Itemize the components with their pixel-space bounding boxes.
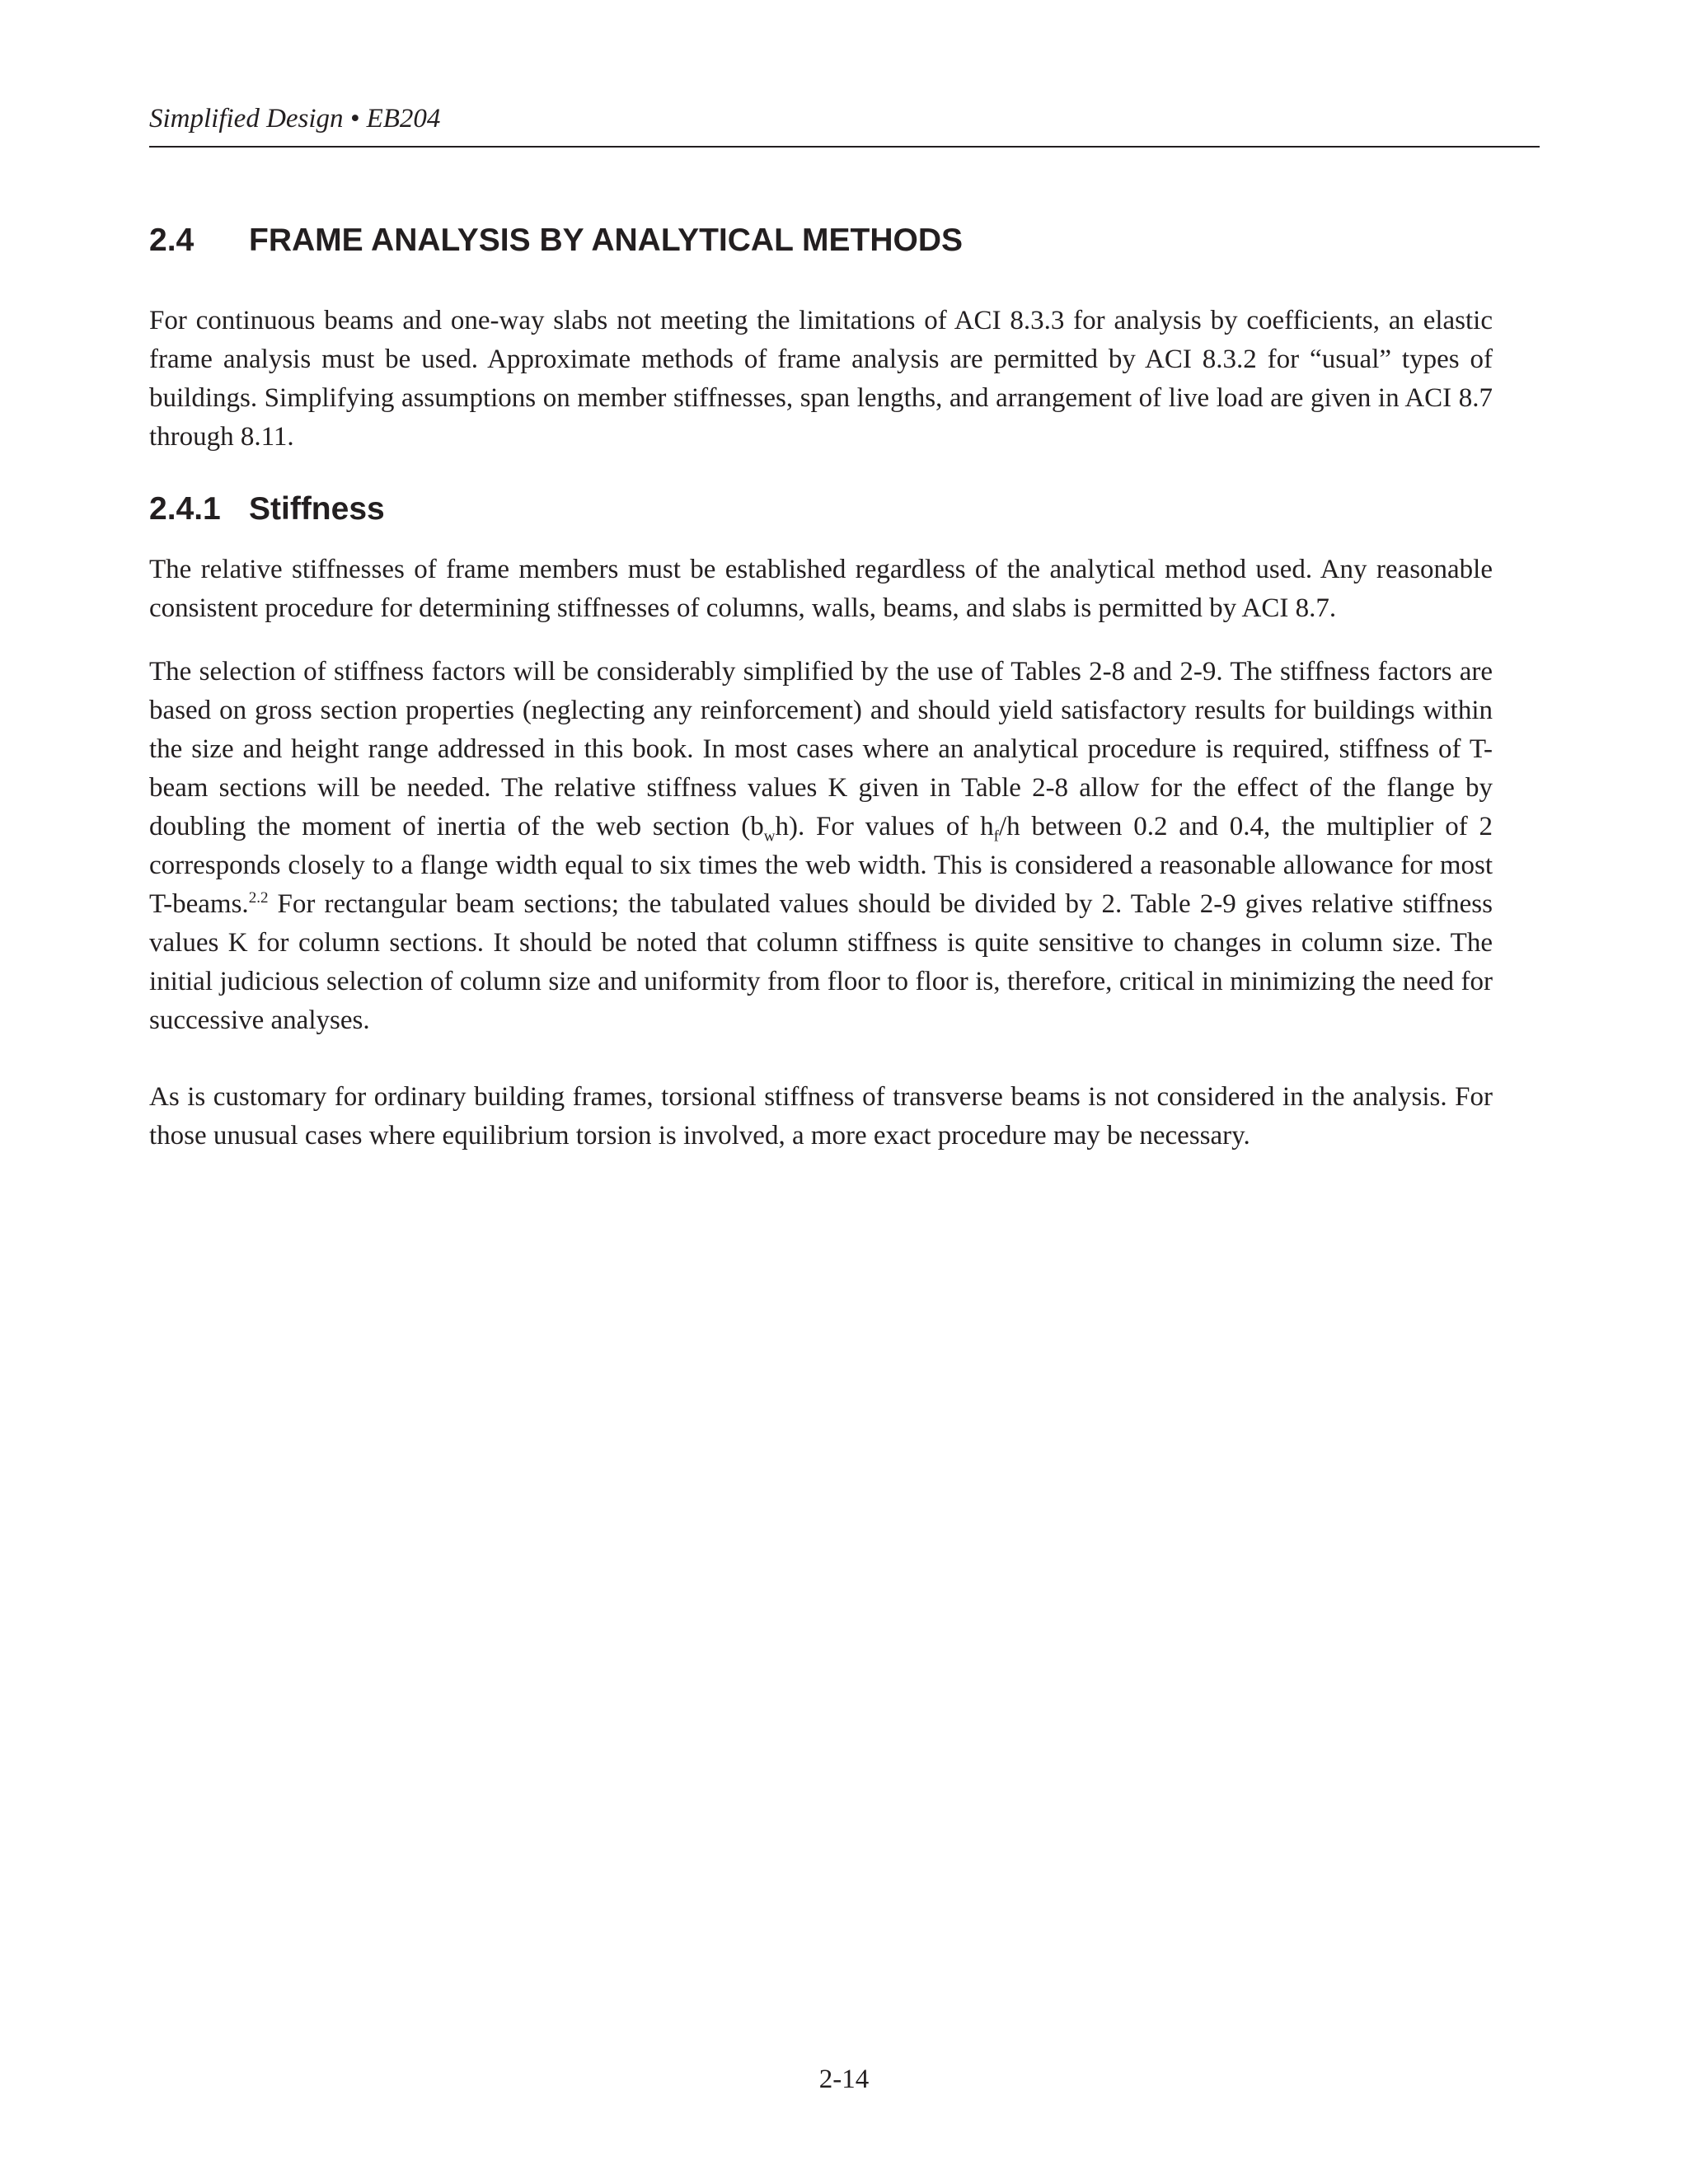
stiffness-paragraph-2 (149, 653, 1493, 1040)
paragraph-text: The selection of stiffness factors will be considerably simplified by the use of Tables 2-8 and 2-9. The stiffness factors are based on gross section properties (neglecting any reinforcement) and should yield satisfactory results for buildings within the size and height range addressed in this book. In most cases where an analytical procedure is required, stiffness of T-beam sections will be needed. The relative stiffness values K given in Table 2-8 allow for the effect of the flange by doubling the moment of inertia of the web section (b (149, 657, 1493, 841)
paragraph-text: h). For values of h (775, 812, 994, 841)
section-intro-paragraph: For continuous beams and one-way slabs not meeting the limitations of ACI 8.3.3 for analysis by coefficients, an elastic frame analysis must be used. Approximate methods of frame analysis are permitted by ACI 8.3.2 for “usual” types of buildings. Simplifying assumptions on member stiffnesses, span lengths, and arrangement of live load are given in ACI 8.7 through 8.11. (149, 306, 1493, 452)
page-content (149, 221, 1493, 1155)
header-rule (149, 146, 1540, 148)
paragraph-text: For rectangular beam sections; the tabulated values should be divided by 2. Table 2-9 gives relative stiffness values K for column sections. It should be noted that column stiffness is quite sensitive to changes in column size. The initial judicious selection of column size and uniformity from floor to floor is, therefore, critical in minimizing the need for successive analyses. (149, 889, 1493, 1035)
stiffness-paragraph-1: The relative stiffnesses of frame members must be established regardless of the analytical method used. Any reasonable consistent procedure for determining stiffnesses of columns, walls, beams, and slabs is permitted by ACI 8.7. (149, 555, 1493, 623)
reference-superscript: 2.2 (248, 889, 269, 907)
subsection-number: 2.4.1 (149, 491, 221, 527)
subscript-w: w (763, 827, 776, 846)
paragraph-text: /h between 0.2 and 0.4, the multiplier of 2 corresponds closely to a flange width equal to six times the web width. This is considered a reasonable allowance for most T-beams. (149, 812, 1493, 919)
section-number: 2.4 (149, 223, 195, 258)
stiffness-paragraph-3: As is customary for ordinary building frames, torsional stiffness of transverse beams is not considered in the analysis. For those unusual cases where equilibrium torsion is involved, a more exact procedure may be necessary. (149, 1082, 1493, 1151)
subsection-heading (149, 490, 1493, 529)
running-header: Simplified Design • EB204 (149, 104, 441, 134)
subsection-title: Stiffness (249, 491, 385, 527)
section-title: FRAME ANALYSIS BY ANALYTICAL METHODS (249, 223, 964, 258)
page-number: 2-14 (818, 2064, 870, 2094)
section-heading (149, 221, 1493, 260)
subscript-f: f (993, 827, 999, 846)
